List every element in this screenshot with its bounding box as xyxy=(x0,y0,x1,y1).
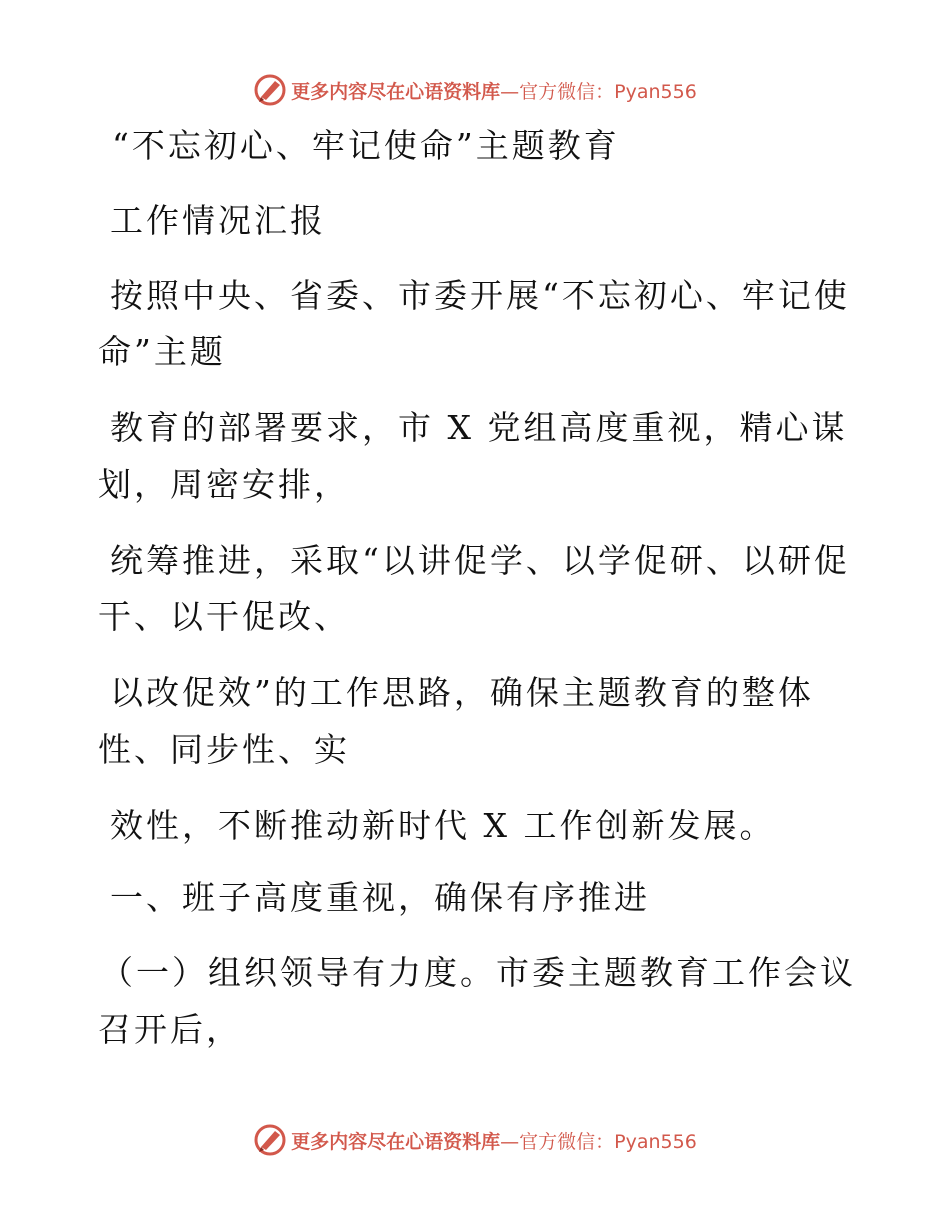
doc-line: 效性，不断推动新时代 X 工作创新发展。 xyxy=(110,806,776,845)
doc-title-line-2: 工作情况汇报 xyxy=(110,201,326,240)
doc-line: 干、以干促改、 xyxy=(98,597,350,636)
doc-line: 性、同步性、实 xyxy=(98,730,350,769)
doc-line: 教育的部署要求，市 X 党组高度重视，精心谋 xyxy=(110,408,848,447)
section-heading: 一、班子高度重视，确保有序推进 xyxy=(110,878,650,917)
banner-text: 更多内容尽在心语资料库 xyxy=(291,1130,501,1153)
doc-line: 划，周密安排， xyxy=(98,465,350,504)
banner-wechat: —官方微信：Pyan556 xyxy=(500,80,697,103)
doc-line: 召开后， xyxy=(98,1010,242,1049)
doc-line: 统筹推进，采取“以讲促学、以学促研、以研促 xyxy=(110,541,850,580)
doc-title-line-1: “不忘初心、牢记使命”主题教育 xyxy=(112,126,620,165)
footer-banner xyxy=(0,1120,950,1160)
doc-line: 命”主题 xyxy=(98,332,226,371)
doc-line: 以改促效”的工作思路，确保主题教育的整体 xyxy=(110,673,814,712)
banner-wechat: —官方微信：Pyan556 xyxy=(500,1130,697,1153)
doc-line: 按照中央、省委、市委开展“不忘初心、牢记使 xyxy=(110,276,850,315)
banner-text: 更多内容尽在心语资料库 xyxy=(291,80,501,103)
doc-line: （一）组织领导有力度。市委主题教育工作会议 xyxy=(100,953,856,992)
pen-logo-icon xyxy=(253,1123,287,1157)
